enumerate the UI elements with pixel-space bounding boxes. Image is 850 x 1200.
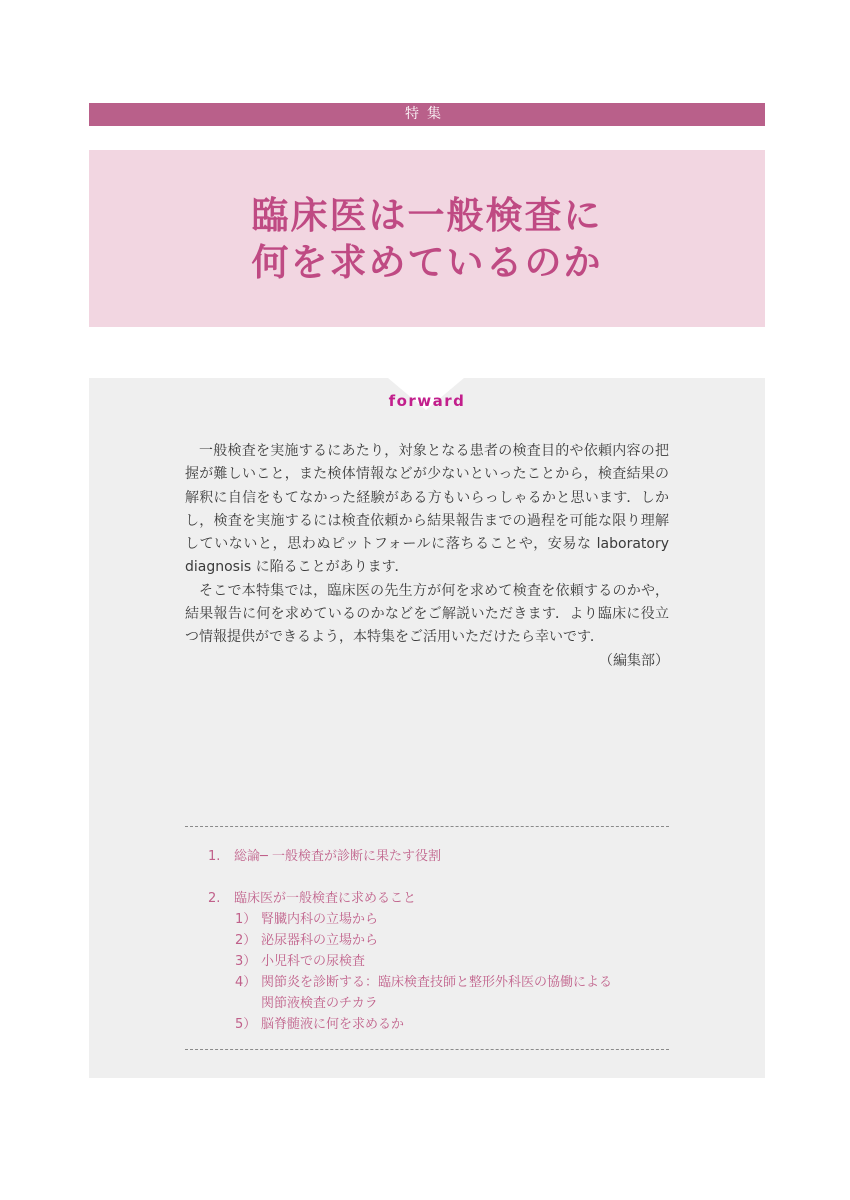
- title-line-1: 臨床医は一般検査に: [251, 193, 603, 237]
- toc-item-title: 総論─ 一般検査が診断に果たす役割: [234, 849, 441, 864]
- section-header-label: 特集: [405, 106, 449, 122]
- section-header-bar: [89, 103, 765, 126]
- toc-subitem-title: 関節炎を診断する：臨床検査技師と整形外科医の協働による: [261, 975, 613, 990]
- toc-item-number: 1.: [208, 849, 221, 864]
- toc-item-2[interactable]: [208, 888, 668, 909]
- editor-credit: （編集部）: [599, 652, 669, 669]
- toc-subitem-number: 1）: [235, 912, 257, 927]
- toc-subitem-3[interactable]: [235, 951, 668, 972]
- forward-box: [89, 378, 765, 1078]
- intro-text: [185, 440, 669, 673]
- toc-subitem-title-continuation: 関節液検査のチカラ: [261, 996, 378, 1011]
- toc-spacer: [208, 867, 668, 888]
- title-line-2: 何を求めているのか: [251, 240, 603, 284]
- toc-subitem-title: 脳脊髄液に何を求めるか: [261, 1017, 405, 1032]
- toc-subitem-1[interactable]: [235, 909, 668, 930]
- toc-subitem-2[interactable]: [235, 930, 668, 951]
- toc-subitem-number: 5）: [235, 1017, 257, 1032]
- toc-subitem-5[interactable]: [235, 1014, 668, 1035]
- toc-item-title: 臨床医が一般検査に求めること: [234, 891, 417, 906]
- divider-bottom: [185, 1049, 669, 1050]
- toc-subitem-number: 4）: [235, 975, 257, 990]
- toc-subitem-number: 2）: [235, 933, 257, 948]
- divider-top: [185, 826, 669, 827]
- toc-subitem-title: 腎臓内科の立場から: [261, 912, 379, 927]
- intro-paragraph-1: 一般検査を実施するにあたり，対象となる患者の検査目的や依頼内容の把握が難しいこと，また検体情報などが少ないといったことから，検査結果の解釈に自信をもてなかった経験がある方もいらっしゃるかと思います．しかし，検査を実施するには検査依頼から結果報告までの過程を可能な限り理解していないと，思わぬピットフォールに落ちることや，安易な laboratory diagnosis に陥ることがあります．: [185, 443, 669, 576]
- toc-subitem-title: 小児科での尿検査: [261, 954, 366, 969]
- title-box: [89, 150, 765, 327]
- toc-item-number: 2.: [208, 891, 221, 906]
- toc-subitem-number: 3）: [235, 954, 257, 969]
- toc-item-1[interactable]: [208, 846, 668, 867]
- forward-label: forward: [388, 392, 466, 410]
- toc-subitems: [208, 909, 668, 1035]
- table-of-contents: [208, 846, 668, 1035]
- intro-paragraph-2: そこで本特集では，臨床医の先生方が何を求めて検査を依頼するのかや，結果報告に何を求めているのかなどをご解説いただきます．より臨床に役立つ情報提供ができるよう，本特集をご活用いただけたら幸いです．: [185, 582, 669, 646]
- toc-subitem-4[interactable]: [235, 972, 668, 1014]
- toc-subitem-title: 泌尿器科の立場から: [261, 933, 379, 948]
